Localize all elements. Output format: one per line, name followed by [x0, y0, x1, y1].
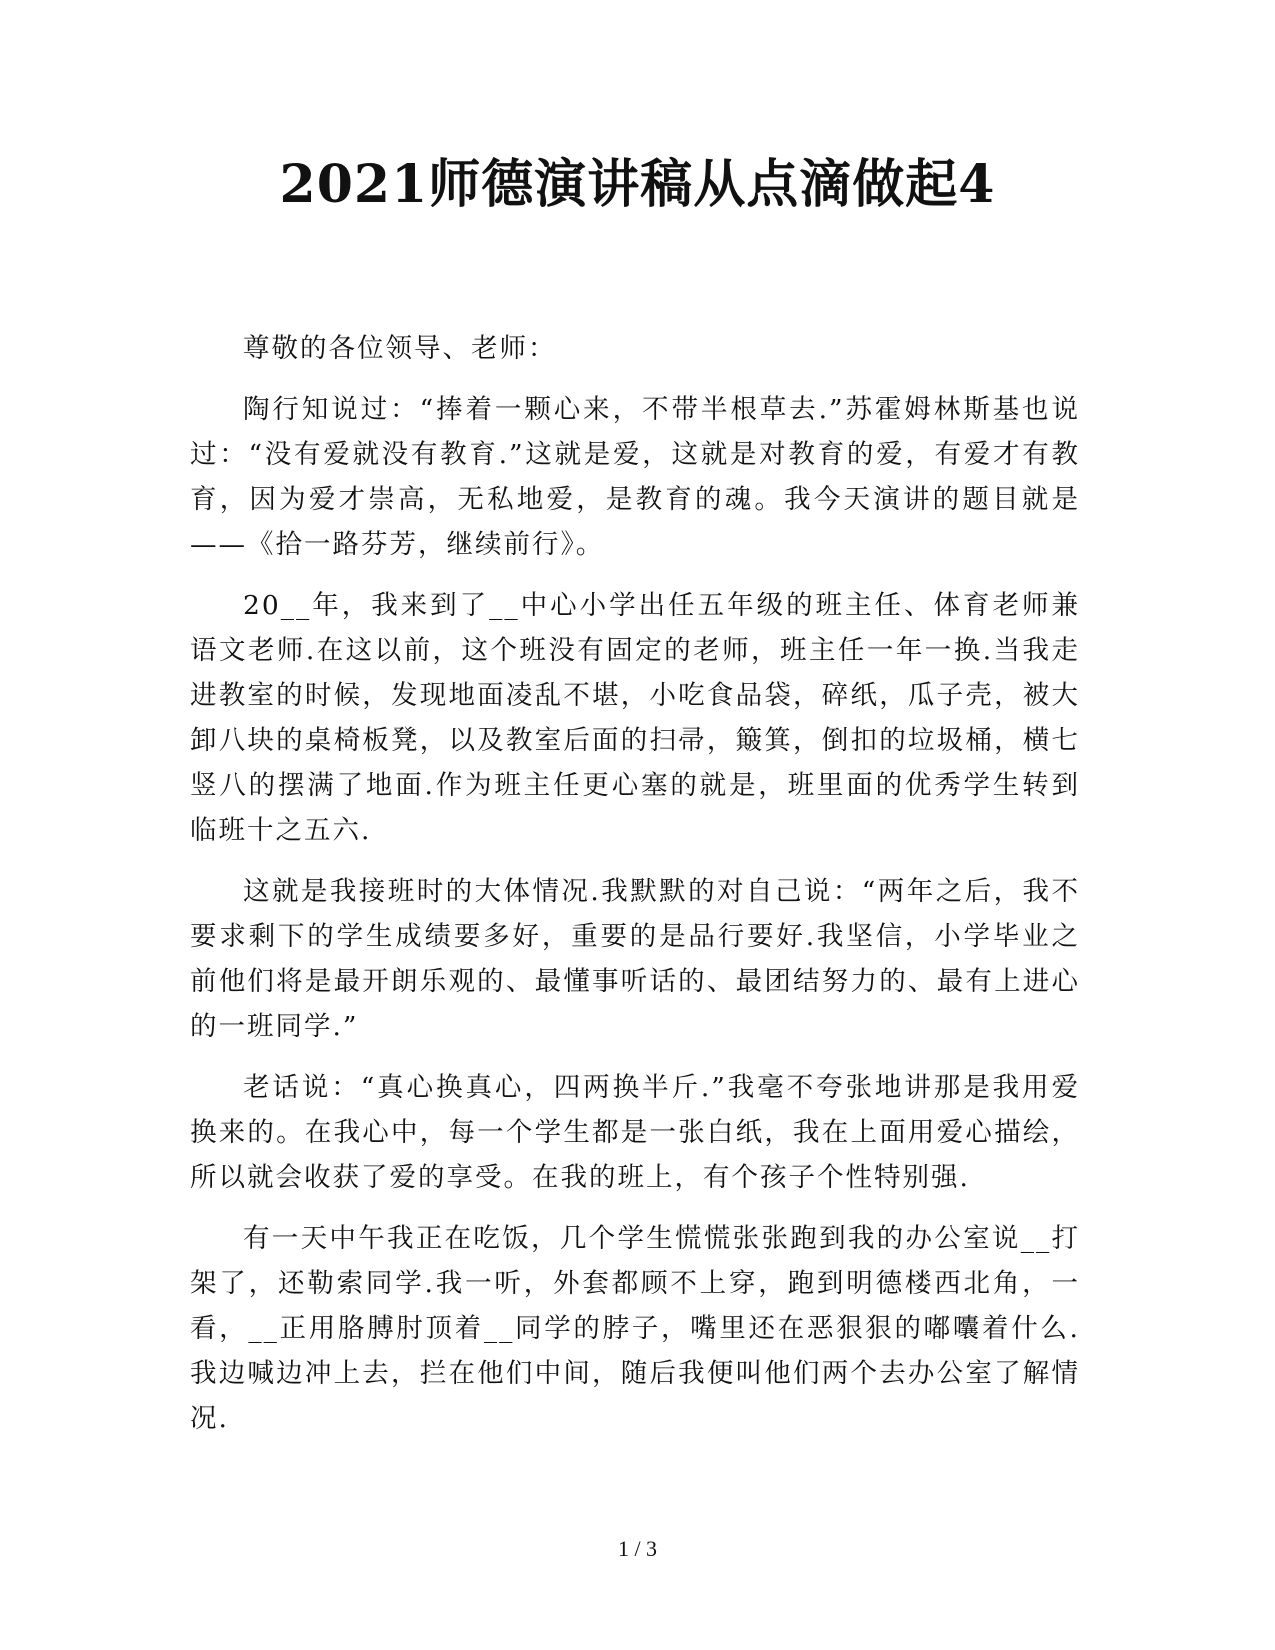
paragraph-quote-intro: 陶行知说过：“捧着一颗心来，不带半根草去.”苏霍姆林斯基也说过：“没有爱就没有教育.”这就是爱，这就是对教育的爱，有爱才有教育，因为爱才崇高，无私地爱，是教育的魂。我今天演讲的题目就是——《拾一路芬芳，继续前行》。: [190, 394, 1080, 560]
paragraph-old-saying: 老话说：“真心换真心，四两换半斤.”我毫不夸张地讲那是我用爱换来的。在我心中，每一个学生都是一张白纸，我在上面用爱心描绘，所以就会收获了爱的享受。在我的班上，有个孩子个性特别强.: [190, 1072, 1080, 1193]
page-number: 1 / 3: [617, 1536, 658, 1561]
paragraph-class-situation: 20__年，我来到了__中心小学出任五年级的班主任、体育老师兼语文老师.在这以前，这个班没有固定的老师，班主任一年一换.当我走进教室的时候，发现地面凌乱不堪，小吃食品袋，碎纸，瓜子壳，被大卸八块的桌椅板凳，以及教室后面的扫帚，簸箕，倒扣的垃圾桶，横七竖八的摆满了地面.作为班主任更心塞的就是，班里面的优秀学生转到临班十之五六.: [190, 590, 1080, 846]
paragraph-salutation: 尊敬的各位领导、老师：: [243, 333, 557, 364]
document-body: [190, 326, 1080, 1457]
paragraph-noon-incident: 有一天中午我正在吃饭，几个学生慌慌张张跑到我的办公室说__打架了，还勒索同学.我一听，外套都顾不上穿，跑到明德楼西北角，一看，__正用胳膊肘顶着__同学的脖子，嘴里还在恶狠狠的嘟囔着什么.我边喊边冲上去，拦在他们中间，随后我便叫他们两个去办公室了解情况.: [190, 1223, 1080, 1434]
document-title: 2021师德演讲稿从点滴做起4: [279, 154, 996, 215]
paragraph-resolution: 这就是我接班时的大体情况.我默默的对自己说：“两年之后，我不要求剩下的学生成绩要多好，重要的是品行要好.我坚信，小学毕业之前他们将是最开朗乐观的、最懂事听话的、最团结努力的、最有上进心的一班同学.”: [190, 876, 1080, 1042]
